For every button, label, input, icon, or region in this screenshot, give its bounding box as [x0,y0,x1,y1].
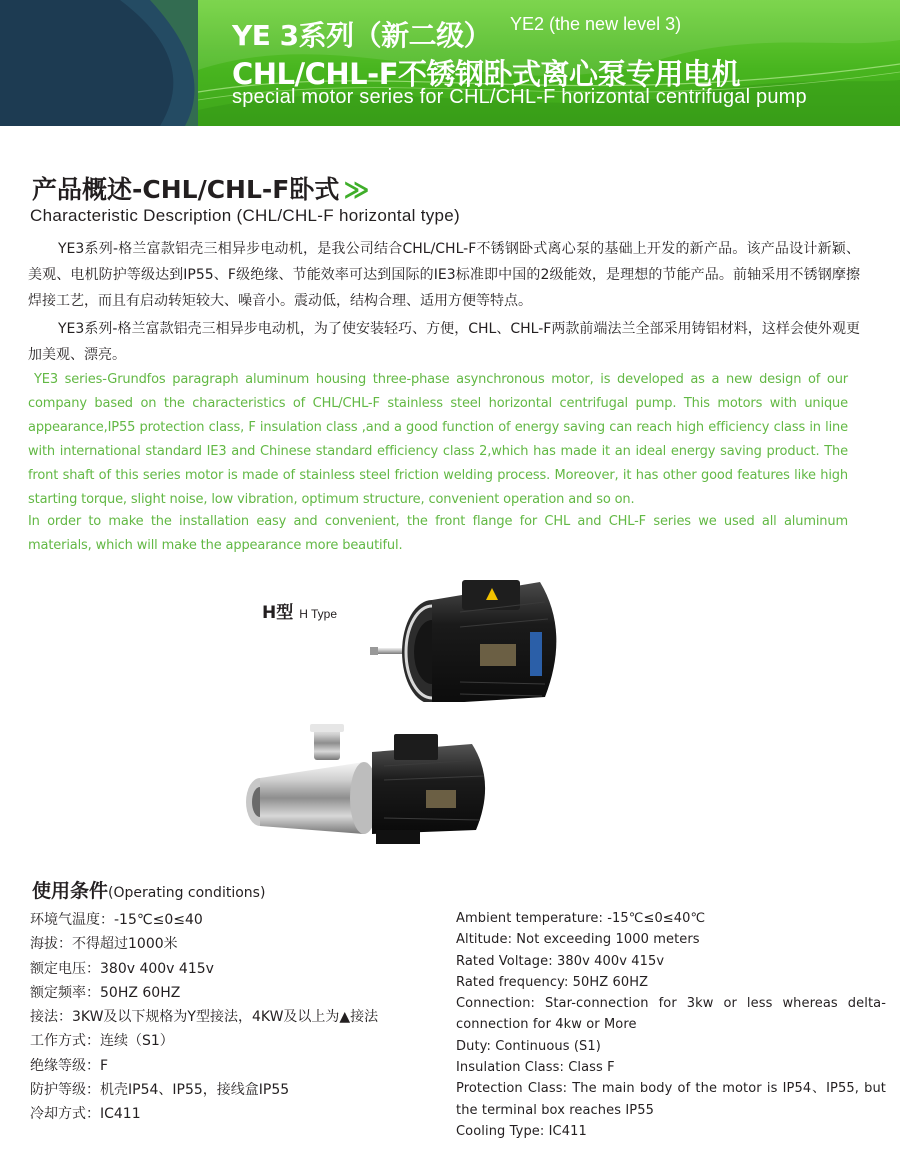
condition-zh-cooling: 冷却方式：IC411 [30,1106,141,1123]
condition-en-duty: Duty: Continuous (S1) [456,1038,601,1054]
description-paragraph-zh-1: YE3系列-格兰富款铝壳三相异步电动机，是我公司结合CHL/CHL-F不锈钢卧式离心泵的基础上开发的新产品。该产品设计新颖、美观、电机防护等级达到IP55、F级绝缘、节能效率可达到国际的IE3标准即中国的2级能效，是理想的节能产品。前轴采用不锈钢摩擦焊接工艺，而且有启动转矩较大、噪音小。震动低，结构合理、适用方便等特点。 [28,241,860,309]
description-title [32,170,362,206]
conditions-title-zh: 使用条件 [32,880,109,902]
h-type-label-zh: H型 [262,603,294,623]
h-type-label-en: H Type [299,607,338,621]
h-type-motor-image [370,572,570,702]
condition-en-frequency: Rated frequency: 50HZ 60HZ [456,974,649,990]
condition-en-voltage: Rated Voltage: 380v 400v 415v [456,953,665,969]
condition-zh-voltage: 额定电压：380v 400v 415v [30,960,214,977]
conditions-title [32,876,265,903]
condition-zh-protection: 防护等级：机壳IP54、IP55，接线盒IP55 [30,1082,290,1099]
description-title-text: 产品概述-CHL/CHL-F卧式 [32,175,340,204]
pump-motor-image [244,722,496,846]
condition-zh-frequency: 额定频率：50HZ 60HZ [30,984,181,1001]
description-subtitle: Characteristic Description (CHL/CHL-F horizontal type) [30,206,460,225]
h-type-label [262,598,337,623]
description-paragraph-en-1: YE3 series-Grundfos paragraph aluminum housing three-phase asynchronous motor, is developed as a new design of our company based on the characteristics of CHL/CHL-F stainless steel horizontal centrifugal pump. This motors with unique appearance,IP55 protection class, F insulation class ,and a good function of energy saving can reach high efficiency class in line with international standard IE3 and Chinese standard efficiency class 2,which has made it an ideal energy saving product. The front shaft of this series motor is made of stainless steel friction welding process. Moreover, it has other good features like high starting torque, slight noise, low vibration, optimum structure, convenient operation and so on. [28,372,848,507]
condition-en-connection: Connection: Star-connection for 3kw or less whereas delta-connection for 4kw or More [456,996,886,1033]
condition-zh-temperature: 环境气温度：-15℃≤0≤40 [30,912,203,928]
condition-en-altitude: Altitude: Not exceeding 1000 meters [456,932,700,948]
condition-zh-altitude: 海拔：不得超过1000米 [30,936,178,953]
banner-title-model: CHL/CHL-F不锈钢卧式离心泵专用电机 [232,57,741,91]
conditions-title-en: (Operating conditions) [108,885,266,901]
description-paragraph-en-2: In order to make the installation easy and convenient, the front flange for CHL and CHL-F series we used all aluminum materials, which will make the appearance more beautiful. [28,514,848,553]
header-banner [0,0,900,126]
condition-zh-insulation: 绝缘等级：F [30,1057,109,1074]
condition-en-cooling: Cooling Type: IC411 [456,1123,587,1139]
description-paragraph-zh-2: YE3系列-格兰富款铝壳三相异步电动机，为了使安装轻巧、方便，CHL、CHL-F两款前端法兰全部采用铸铝材料，这样会使外观更加美观、漂亮。 [28,321,860,363]
condition-zh-duty: 工作方式：连续（S1） [30,1033,174,1050]
condition-en-temperature: Ambient temperature: -15℃≤0≤40℃ [456,911,706,926]
conditions-list-zh [30,908,440,1127]
banner-subtitle: special motor series for CHL/CHL-F horizontal centrifugal pump [232,86,807,108]
banner-navy-panel [0,0,200,126]
condition-en-insulation: Insulation Class: Class F [456,1060,615,1076]
banner-title-zh: YE 3系列（新二级） [232,19,492,52]
banner-title-en: YE2 (the new level 3) [510,14,682,34]
banner-arc-decoration [0,0,200,126]
conditions-list-en [456,908,886,1142]
condition-zh-connection: 接法：3KW及以下规格为Y型接法，4KW及以上为▲接法 [30,1009,379,1026]
condition-en-protection: Protection Class: The main body of the motor is IP54、IP55, but the terminal box reaches IP55 [456,1081,886,1118]
double-chevron-icon: ≫ [343,175,362,204]
